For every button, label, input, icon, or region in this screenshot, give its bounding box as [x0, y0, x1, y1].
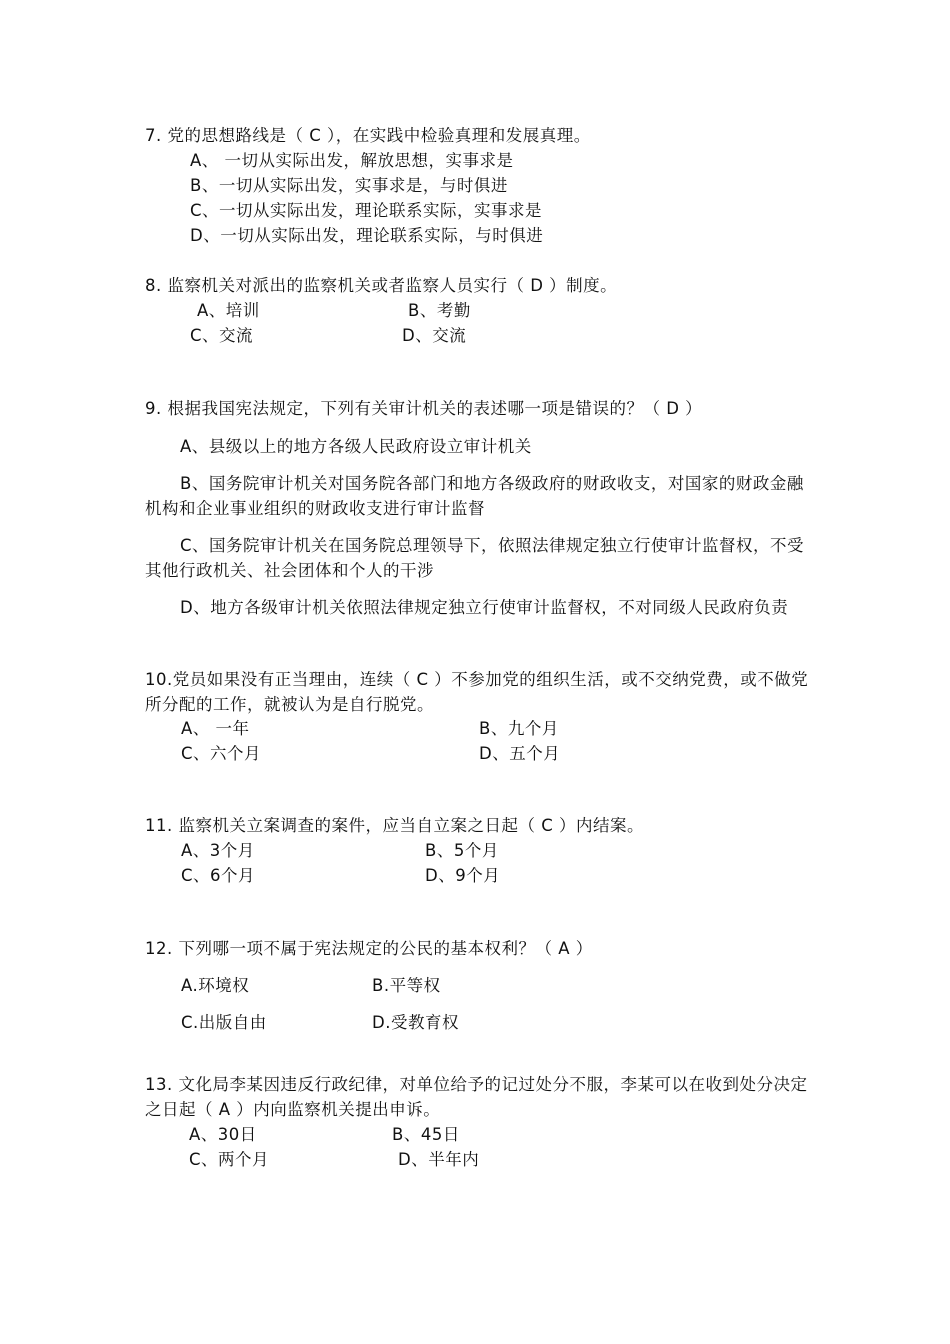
- option-a: A、3个月: [181, 841, 255, 860]
- option-b: B、5个月: [425, 841, 499, 860]
- option-c: C、两个月: [189, 1150, 270, 1169]
- option-d: D.受教育权: [372, 1013, 459, 1032]
- option-c: C、一切从实际出发，理论联系实际，实事求是: [190, 201, 543, 220]
- option-b: B、45日: [392, 1125, 460, 1144]
- option-d: D、交流: [402, 326, 467, 345]
- option-b: B、九个月: [479, 719, 559, 738]
- question-stem: 12. 下列哪一项不属于宪法规定的公民的基本权利？（ A ）: [145, 939, 593, 958]
- option-b: B、考勤: [408, 301, 471, 320]
- option-d: D、9个月: [425, 866, 501, 885]
- option-d: D、五个月: [479, 744, 561, 763]
- option-a: A、县级以上的地方各级人民政府设立审计机关: [180, 437, 532, 456]
- option-c: C、国务院审计机关在国务院总理领导下，依照法律规定独立行使审计监督权，不受其他行政机关、社会团体和个人的干涉: [145, 536, 805, 580]
- question-stem: 11. 监察机关立案调查的案件，应当自立案之日起（ C ）内结案。: [145, 816, 644, 835]
- option-c: C、6个月: [181, 866, 256, 885]
- option-a: A.环境权: [181, 976, 250, 995]
- option-a: A、培训: [197, 301, 260, 320]
- option-c: C、六个月: [181, 744, 262, 763]
- option-d: D、一切从实际出发，理论联系实际，与时俱进: [190, 226, 544, 245]
- question-stem: 9. 根据我国宪法规定，下列有关审计机关的表述哪一项是错误的？（ D ）: [145, 399, 703, 418]
- question-stem: 7. 党的思想路线是（ C ），在实践中检验真理和发展真理。: [145, 126, 591, 145]
- option-a: A、 一切从实际出发，解放思想，实事求是: [190, 151, 514, 170]
- question-stem: 13. 文化局李某因违反行政纪律，对单位给予的记过处分不服，李某可以在收到处分决定之日起（ A ）内向监察机关提出申诉。: [145, 1075, 808, 1119]
- option-a: A、30日: [189, 1125, 257, 1144]
- option-d: D、半年内: [398, 1150, 480, 1169]
- question-stem: 8. 监察机关对派出的监察机关或者监察人员实行（ D ）制度。: [145, 276, 618, 295]
- option-a: A、 一年: [181, 719, 250, 738]
- option-d: D、地方各级审计机关依照法律规定独立行使审计监督权，不对同级人民政府负责: [180, 598, 789, 617]
- option-b: B、国务院审计机关对国务院各部门和地方各级政府的财政收支，对国家的财政金融机构和企业事业组织的财政收支进行审计监督: [145, 474, 804, 518]
- option-c: C、交流: [190, 326, 254, 345]
- option-b: B.平等权: [372, 976, 441, 995]
- question-stem: 10.党员如果没有正当理由，连续（ C ）不参加党的组织生活，或不交纳党费，或不做党所分配的工作，就被认为是自行脱党。: [145, 670, 809, 714]
- option-b: B、一切从实际出发，实事求是，与时俱进: [190, 176, 508, 195]
- option-c: C.出版自由: [181, 1013, 267, 1032]
